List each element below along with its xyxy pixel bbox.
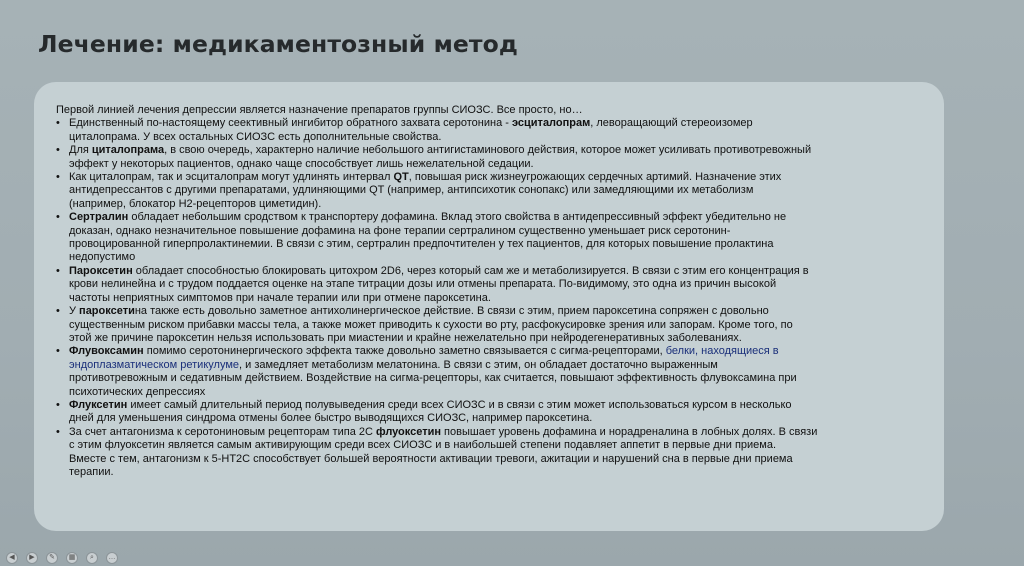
bullet-line — [69, 426, 924, 439]
bold-term: QT — [393, 171, 409, 184]
bold-term: Сертралин — [69, 211, 129, 224]
bullet-item — [56, 265, 924, 305]
text-run: повышает уровень дофамина и норадреналина в лобных долях. В связи — [441, 425, 818, 438]
text-run: психотических депрессиях — [69, 385, 206, 398]
bullet-line — [69, 386, 924, 399]
text-run: , повышая риск жизнеугрожающих сердечных артимий. Назначение этих — [408, 171, 782, 184]
highlighted-text: белки, находящиеся в — [665, 345, 779, 358]
bullet-line — [69, 453, 924, 466]
bullet-line — [69, 292, 924, 305]
bullet-line — [69, 265, 924, 278]
bullet-line — [69, 198, 924, 211]
text-run: противотревожным и седативным действием. Воздействие на сигма-рецепторы, как считается, повышают эффективность флувоксамина при — [69, 372, 797, 385]
text-run: , и замедляет метаболизм мелатонина. В связи с этим, он обладает достаточно выраженным — [239, 358, 718, 371]
bullet-line — [69, 225, 924, 238]
bold-term: циталопрама — [91, 144, 165, 157]
text-run: Вместе с тем, антагонизм к 5-НТ2С способствует большей вероятности активации тревоги, ажитации и нарушений сна в первые дни приема — [69, 452, 793, 465]
bullet-line — [69, 278, 924, 291]
bullet-item — [56, 117, 924, 144]
text-run: Для — [69, 144, 92, 157]
bold-term: флуоксетин — [375, 425, 441, 438]
text-run: эффект у некоторых пациентов, однако чаще способствует лишь нежелательной седации. — [69, 157, 534, 170]
bold-term: пароксети — [79, 305, 135, 318]
slide-body — [56, 104, 924, 479]
text-run: Как циталопрам, так и эсциталопрам могут удлинять интервал — [69, 171, 394, 184]
bullet-line — [69, 466, 924, 479]
text-run: имеет самый длительный период полувыведения среди всех СИОЗС и в связи с этим может использоваться курсом в несколько — [127, 398, 792, 411]
bullet-line — [69, 117, 924, 130]
text-run: провоцированной гиперпролактинемии. В связи с этим, сертралин предпочтителен у тех пациентов, для которых повышение пролактина — [69, 238, 774, 251]
bullet-item — [56, 399, 924, 426]
text-run: Единственный по-настоящему сеективный ингибитор обратного захвата серотонина - — [69, 117, 512, 130]
text-run: существенным риском прибавки массы тела, а также может приводить к сухости во рту, расфокусировке зрения или запорам. Кроме того, по — [69, 318, 793, 331]
text-run: крови нелинейна и с трудом поддается оценке на этапе титрации дозы или отмены препарата. По-видимому, это одна из причин высокой — [69, 278, 777, 291]
text-run: на также есть довольно заметное антихолинергическое действие. В связи с этим, прием пароксетина сопряжен с довольно — [134, 305, 769, 318]
text-run: доказан, однако незначительное повышение дофамина на фоне терапии сертралином существенно уменьшает риск серотонин- — [69, 224, 731, 237]
bold-term: Флуксетин — [69, 398, 128, 411]
text-run: терапии. — [69, 465, 114, 478]
prev-slide-icon[interactable]: ◀ — [6, 552, 18, 564]
text-run: дней для уменьшения синдрома отмены более быстро выводящихся СИОЗС, например пароксетина. — [69, 412, 593, 425]
text-run: (например, блокатор Н2-рецепторов циметидин). — [69, 197, 322, 210]
bullet-line — [69, 359, 924, 372]
slide-title: Лечение: медикаментозный метод — [38, 30, 518, 58]
bullet-line — [69, 131, 924, 144]
bold-term: Пароксетин — [69, 264, 133, 277]
bullet-line — [69, 251, 924, 264]
intro-text: Первой линией лечения депрессии является назначение препаратов группы СИОЗС. Все просто, но… — [56, 104, 583, 116]
bullet-line — [69, 211, 924, 224]
bullet-line — [69, 345, 924, 358]
text-run: антидепрессантов с другими препаратами, удлиняющими QT (например, антипсихотик сонопакс) или замедляющими их метаболизм — [69, 184, 754, 197]
bullet-line — [69, 184, 924, 197]
presentation-toolbar — [6, 552, 118, 564]
bullet-line — [69, 332, 924, 345]
bullet-line — [69, 319, 924, 332]
bullet-line — [69, 399, 924, 412]
more-icon[interactable]: … — [106, 552, 118, 564]
text-run: У — [69, 305, 80, 318]
bold-term: Флувоксамин — [69, 345, 144, 358]
slides-icon[interactable]: ▦ — [66, 552, 78, 564]
text-run: частоты неприятных симптомов при начале терапии или при отмене пароксетина. — [69, 291, 491, 304]
text-run: , в свою очередь, характерно наличие небольшого антигистаминового действия, которое может усиливать противотревожный — [164, 144, 812, 157]
bullet-item — [56, 211, 924, 265]
zoom-icon[interactable]: ⌕ — [86, 552, 98, 564]
next-slide-icon[interactable]: ▶ — [26, 552, 38, 564]
bold-term: эсциталопрам — [511, 117, 591, 130]
text-run: , леворащающий стереоизомер — [590, 117, 753, 130]
bullet-line — [69, 439, 924, 452]
bullet-line — [69, 171, 924, 184]
text-run: обладает способностью блокировать цитохром 2D6, через который сам же и метаболизируется. В связи с этим его концентрация в — [132, 264, 809, 277]
text-run: с этим флуоксетин является самым активирующим среди всех СИОЗС и в наибольшей степени подавляет аппетит в первые дни приема. — [69, 439, 777, 452]
bullet-line — [69, 144, 924, 157]
bullet-item — [56, 144, 924, 171]
bullet-line — [69, 238, 924, 251]
bullet-item — [56, 305, 924, 345]
bullet-line — [69, 305, 924, 318]
bullet-list — [56, 117, 924, 479]
bullet-line — [69, 412, 924, 425]
highlighted-text: эндоплазматическом ретикулуме — [69, 358, 240, 371]
bullet-item — [56, 426, 924, 480]
text-run: недопустимо — [69, 251, 136, 264]
text-run: этой же причине пароксетин нельзя использовать при миастении и крайне нежелательно при нейродегенеративных заболеваниях. — [69, 331, 742, 344]
bullet-line — [69, 372, 924, 385]
text-run: циталопрама. У всех остальных СИОЗС есть дополнительные свойства. — [69, 130, 442, 143]
text-run: помимо серотонинергического эффекта также довольно заметно связывается с сигма-рецепторами, — [143, 345, 666, 358]
text-run: За счет антагонизма к серотониновым рецепторам типа 2С — [69, 425, 376, 438]
pen-icon[interactable]: ✎ — [46, 552, 58, 564]
bullet-item — [56, 171, 924, 211]
bullet-line — [69, 158, 924, 171]
bullet-item — [56, 345, 924, 399]
text-run: обладает небольшим сродством к транспортеру дофамина. Вклад этого свойства в антидепрессивный эффект убедительно не — [128, 211, 787, 224]
